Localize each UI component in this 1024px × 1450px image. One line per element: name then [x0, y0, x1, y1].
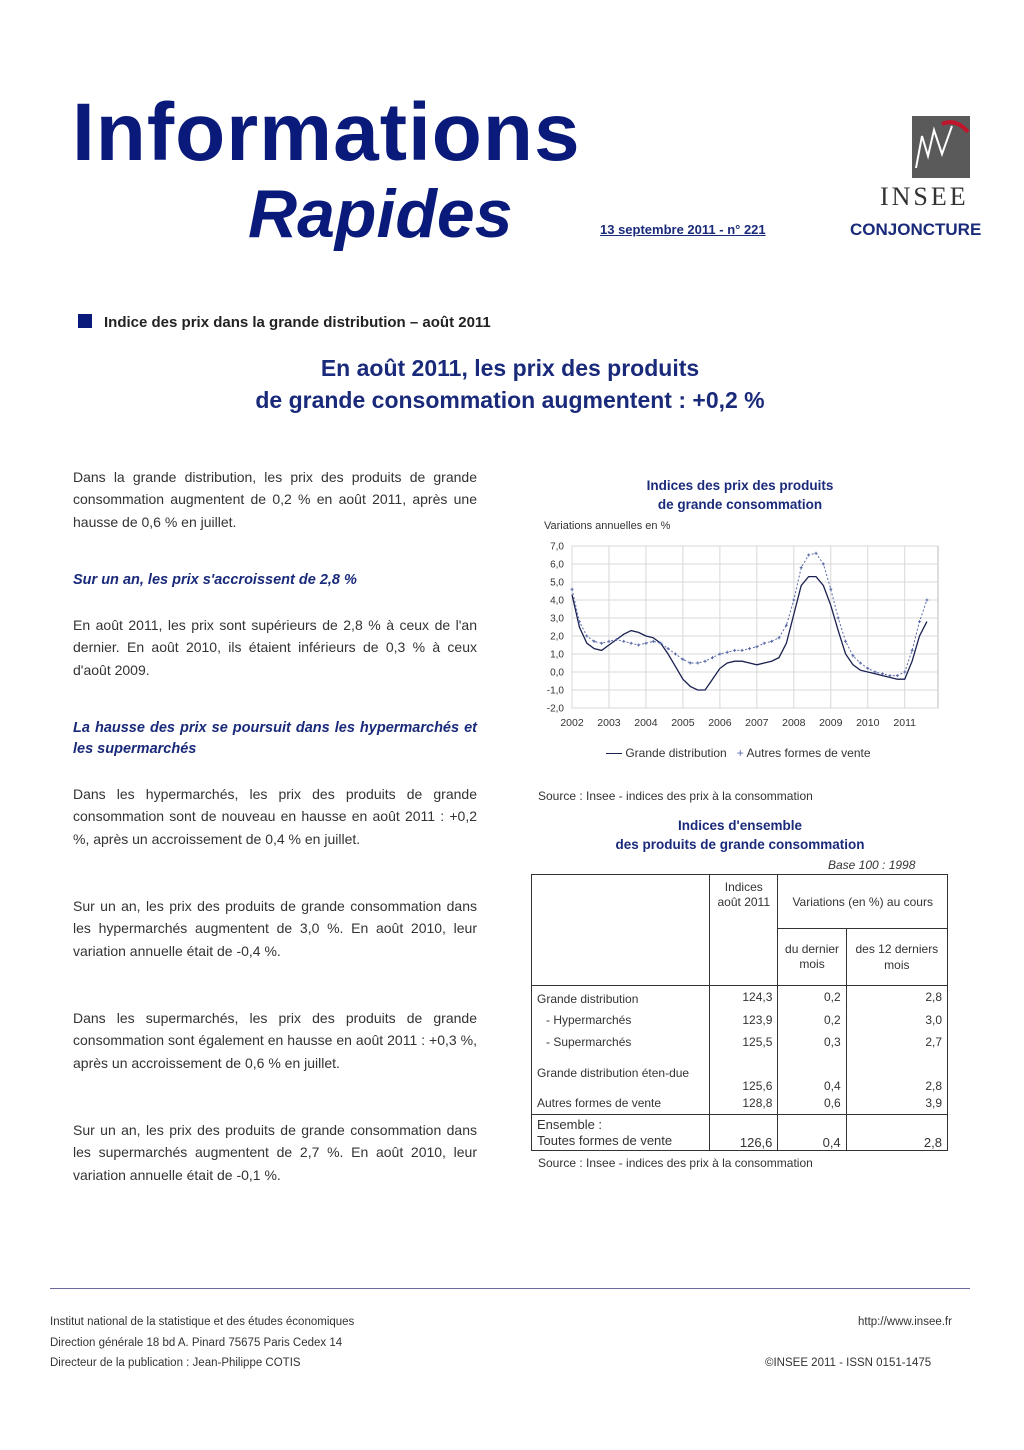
paragraph-6: Sur un an, les prix des produits de grande consommation dans les supermarchés augmentent de 2,7 %. En août 2010, leur variation annuelle était de -0,1 %.	[73, 1122, 477, 1183]
table-total-row	[532, 1115, 948, 1151]
paragraph-2: En août 2011, les prix sont supérieurs de 2,8 % à ceux de l'an dernier. En août 2010, ils étaient inférieurs de 0,3 % à ceux d'août 2009.	[73, 617, 477, 678]
y-tick-label: 3,0	[550, 613, 564, 625]
header-year: des 12 derniers mois	[846, 929, 947, 986]
row-label: - Supermarchés	[532, 1031, 710, 1053]
row-index: 125,6	[710, 1053, 778, 1093]
footer-divider	[50, 1288, 970, 1289]
footer-line-2: Direction générale 18 bd A. Pinard 75675 Paris Cedex 14	[50, 1336, 343, 1349]
legend-line-icon	[606, 753, 622, 754]
table-title-line-1: Indices d'ensemble	[677, 818, 802, 833]
row-index: 128,8	[710, 1093, 778, 1115]
x-tick-label: 2008	[782, 717, 806, 729]
footer-url-link[interactable]: http://www.insee.fr	[858, 1316, 952, 1328]
paragraph-1: Dans la grande distribution, les prix des produits de grande consommation augmentent de 0,2 % en août 2011, après une hausse de 0,6 % en juillet.	[73, 469, 477, 530]
total-label-line-2: Toutes formes de vente	[537, 1132, 673, 1148]
insee-logo-text: INSEE	[880, 182, 969, 211]
row-month: 0,2	[778, 1009, 846, 1031]
y-tick-label: 1,0	[550, 649, 564, 661]
total-label	[532, 1115, 710, 1151]
table-header-row	[532, 875, 948, 929]
insee-logo-icon	[912, 116, 970, 178]
x-tick-label: 2002	[560, 717, 584, 729]
x-tick-label: 2010	[856, 717, 880, 729]
section-heading-1: Sur un an, les prix s'accroissent de 2,8 %	[73, 572, 357, 588]
header-month: du dernier mois	[778, 929, 846, 986]
legend-item-grande-distribution: Grande distribution	[625, 746, 727, 760]
y-tick-label: 2,0	[550, 631, 564, 643]
paragraph-5: Dans les supermarchés, les prix des produits de grande consommation sont également en hausse en août 2011 : +0,3 %, après un accroissement de 0,6 % en juillet.	[73, 1010, 477, 1071]
row-label: Grande distribution	[532, 986, 710, 1009]
y-tick-label: 4,0	[550, 595, 564, 607]
price-index-table	[531, 874, 948, 1151]
row-month: 0,6	[778, 1093, 846, 1115]
chart-title-line-1: Indices des prix des produits	[646, 478, 834, 493]
x-tick-label: 2011	[893, 717, 917, 729]
header-empty-cell	[532, 875, 710, 986]
total-year: 2,8	[846, 1115, 947, 1151]
table-title-line-2: des produits de grande consommation	[615, 837, 865, 852]
y-tick-label: -1,0	[546, 685, 564, 697]
footer-copyright: ©INSEE 2011 - ISSN 0151-1475	[765, 1357, 932, 1369]
x-tick-label: 2007	[745, 717, 769, 729]
headline-line-2: de grande consommation augmentent : +0,2 %	[255, 387, 765, 413]
footer-line-3: Directeur de la publication : Jean-Philippe COTIS	[50, 1357, 301, 1369]
paragraph-3: Dans les hypermarchés, les prix des produits de grande consommation sont de nouveau en hausse en août 2011 : +0,2 %, après un accroissement de 0,4 % en juillet.	[73, 786, 477, 847]
section-heading-2: La hausse des prix se poursuit dans les hypermarchés et les supermarchés	[73, 720, 477, 757]
row-year: 3,0	[846, 1009, 947, 1031]
row-year: 2,7	[846, 1031, 947, 1053]
table-row	[532, 1009, 948, 1031]
legend-item-autres-formes: Autres formes de vente	[746, 746, 871, 760]
paragraph-4: Sur un an, les prix des produits de grande consommation dans les hypermarchés augmentent de 3,0 %. En août 2010, leur variation annuelle était de -0,4 %.	[73, 898, 477, 959]
table-title	[560, 816, 920, 854]
table-base: Base 100 : 1998	[828, 858, 916, 872]
row-year: 2,8	[846, 1053, 947, 1093]
row-year: 2,8	[846, 986, 947, 1009]
issue-number: 13 septembre 2011 - n° 221	[600, 222, 766, 237]
title-rapides: Rapides	[248, 176, 513, 252]
header-index: Indices août 2011	[710, 875, 778, 986]
row-label: Autres formes de vente	[532, 1093, 710, 1115]
title-informations: Informations	[72, 87, 581, 178]
y-tick-label: -2,0	[546, 703, 564, 715]
chart-title	[560, 476, 920, 514]
table-row	[532, 986, 948, 1009]
x-tick-label: 2006	[708, 717, 732, 729]
row-label: Grande distribution éten-due	[532, 1053, 710, 1093]
section-label: CONJONCTURE	[850, 220, 982, 239]
y-tick-label: 5,0	[550, 577, 564, 589]
price-index-chart	[530, 536, 950, 736]
row-month: 0,2	[778, 986, 846, 1009]
row-label: - Hypermarchés	[532, 1009, 710, 1031]
x-tick-label: 2005	[671, 717, 695, 729]
chart-title-line-2: de grande consommation	[657, 497, 823, 512]
y-tick-label: 7,0	[550, 541, 564, 553]
total-month: 0,4	[778, 1115, 846, 1151]
total-label-line-1: Ensemble :	[537, 1116, 603, 1132]
y-tick-label: 0,0	[550, 667, 564, 679]
table-row	[532, 1093, 948, 1115]
footer-line-1: Institut national de la statistique et des études économiques	[50, 1316, 355, 1328]
bullet-square-icon	[78, 314, 92, 328]
headline	[160, 352, 860, 416]
row-month: 0,3	[778, 1031, 846, 1053]
legend-cross-icon: +	[736, 746, 744, 760]
row-index: 125,5	[710, 1031, 778, 1053]
chart-legend	[606, 746, 871, 760]
y-tick-label: 6,0	[550, 559, 564, 571]
total-index: 126,6	[710, 1115, 778, 1151]
x-tick-label: 2009	[819, 717, 843, 729]
subject-line: Indice des prix dans la grande distribution – août 2011	[104, 314, 491, 331]
row-index: 123,9	[710, 1009, 778, 1031]
table-source: Source : Insee - indices des prix à la consommation	[538, 1156, 813, 1170]
footer-address	[50, 1312, 354, 1374]
x-tick-label: 2004	[634, 717, 658, 729]
x-tick-label: 2003	[597, 717, 621, 729]
table-row	[532, 1053, 948, 1093]
chart-source: Source : Insee - indices des prix à la consommation	[538, 789, 813, 803]
header-variations: Variations (en %) au cours	[778, 875, 948, 929]
row-month: 0,4	[778, 1053, 846, 1093]
row-year: 3,9	[846, 1093, 947, 1115]
headline-line-1: En août 2011, les prix des produits	[320, 355, 700, 381]
table-row	[532, 1031, 948, 1053]
plot-area	[572, 546, 938, 708]
row-index: 124,3	[710, 986, 778, 1009]
chart-ylabel: Variations annuelles en %	[544, 520, 671, 532]
